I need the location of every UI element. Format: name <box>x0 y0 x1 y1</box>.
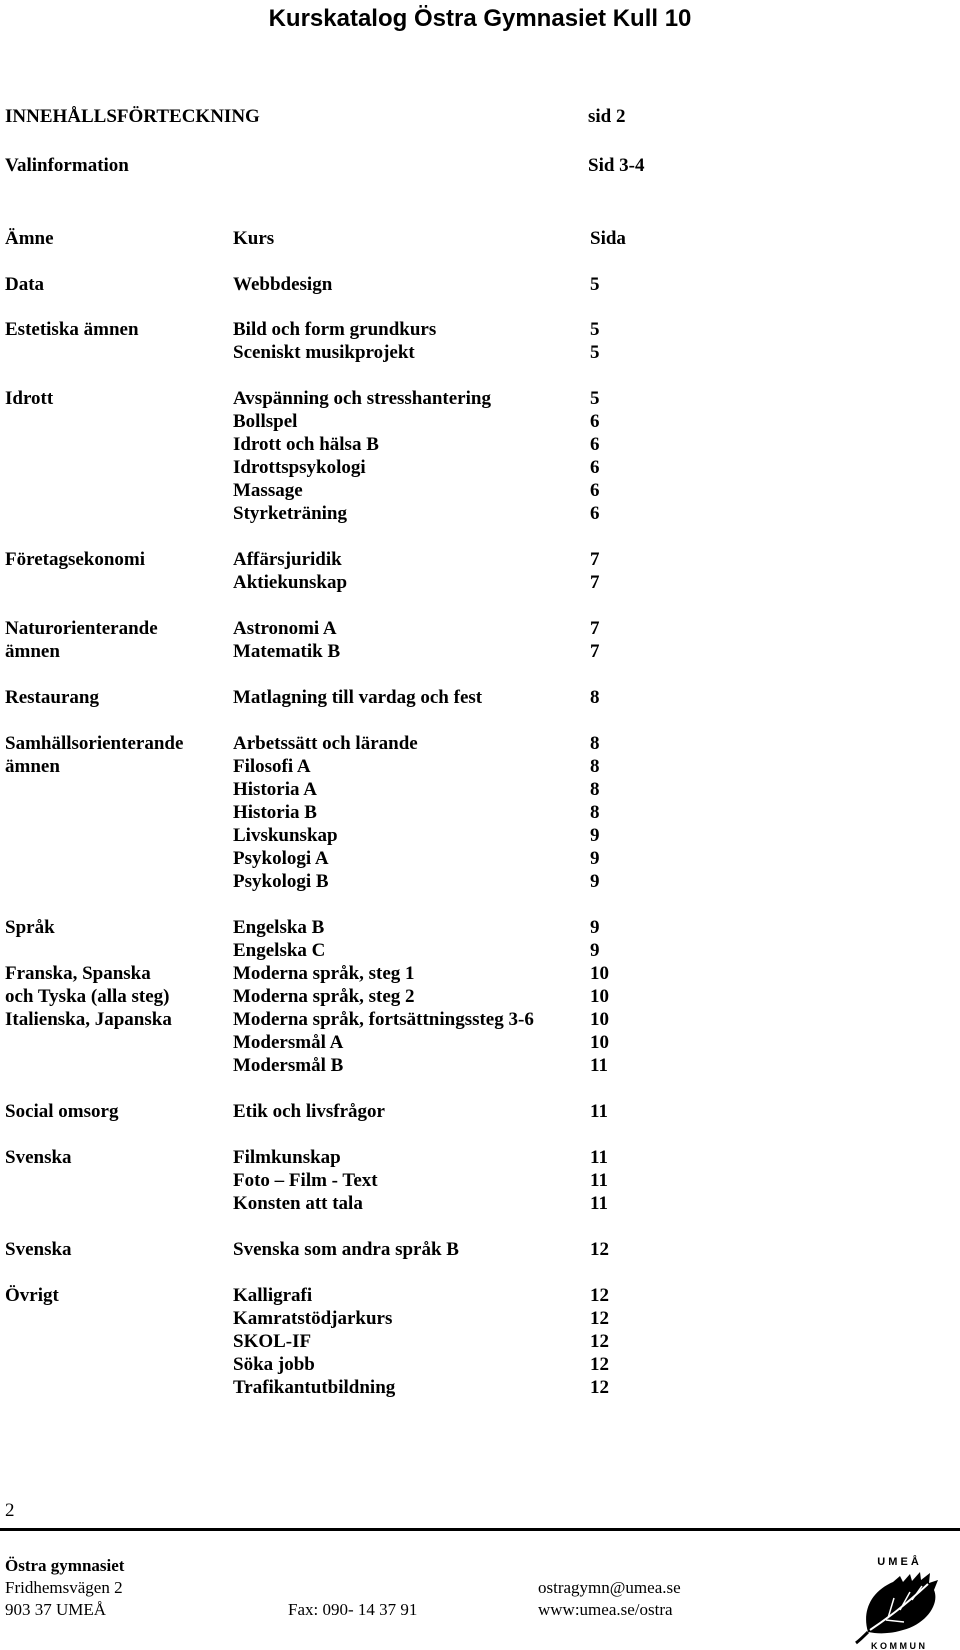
page-cell: 12 <box>590 1354 609 1375</box>
page-cell: 9 <box>590 940 600 961</box>
table-row <box>0 1353 960 1377</box>
footer-street-address: Fridhemsvägen 2 <box>5 1578 123 1597</box>
page-cell: 10 <box>590 986 609 1007</box>
subject-cell: Social omsorg <box>5 1101 119 1122</box>
footer-divider <box>0 1528 960 1531</box>
table-row <box>0 502 960 526</box>
table-row <box>0 1284 960 1308</box>
page-cell: 10 <box>590 963 609 984</box>
course-cell: Idrottspsykologi <box>233 457 366 478</box>
page-cell: 7 <box>590 572 600 593</box>
table-row <box>0 916 960 940</box>
course-cell: Engelska B <box>233 917 325 938</box>
subject-cell: Språk <box>5 917 55 938</box>
footer-website: www:umea.se/ostra <box>538 1600 673 1619</box>
page-cell: 12 <box>590 1308 609 1329</box>
course-cell: Psykologi B <box>233 871 329 892</box>
course-cell: Avspänning och stresshantering <box>233 388 491 409</box>
course-cell: Foto – Film - Text <box>233 1170 378 1191</box>
page-cell: 12 <box>590 1239 609 1260</box>
course-cell: Historia B <box>233 802 317 823</box>
page-cell: 9 <box>590 917 600 938</box>
course-cell: Moderna språk, steg 2 <box>233 986 415 1007</box>
course-cell: Engelska C <box>233 940 326 961</box>
subject-cell: ämnen <box>5 756 60 777</box>
course-cell: Trafikantutbildning <box>233 1377 396 1398</box>
course-cell: Arbetssätt och lärande <box>233 733 418 754</box>
course-cell: Konsten att tala <box>233 1193 363 1214</box>
course-header: Kurs <box>233 228 275 249</box>
subject-cell: och Tyska (alla steg) <box>5 986 170 1007</box>
birch-leaf-icon <box>856 1572 938 1643</box>
table-row <box>0 318 960 342</box>
table-row <box>0 686 960 710</box>
table-row <box>0 479 960 503</box>
subject-header: Ämne <box>5 228 54 249</box>
subject-cell: Restaurang <box>5 687 99 708</box>
table-row <box>0 1008 960 1032</box>
toc-label: INNEHÅLLSFÖRTECKNING <box>5 106 260 127</box>
course-cell: Livskunskap <box>233 825 338 846</box>
page-cell: 12 <box>590 1285 609 1306</box>
subject-cell: ämnen <box>5 641 60 662</box>
table-row <box>0 1307 960 1331</box>
course-cell: Idrott och hälsa B <box>233 434 379 455</box>
toc-row <box>0 105 960 129</box>
footer-fax: Fax: 090- 14 37 91 <box>288 1600 418 1619</box>
page-cell: 7 <box>590 618 600 639</box>
page-cell: 6 <box>590 480 600 501</box>
table-row <box>0 962 960 986</box>
page-cell: 10 <box>590 1009 609 1030</box>
subject-cell: Franska, Spanska <box>5 963 151 984</box>
table-row <box>0 755 960 779</box>
page-cell: 8 <box>590 733 600 754</box>
page-cell: 6 <box>590 503 600 524</box>
column-headers <box>0 227 960 251</box>
course-cell: Modersmål B <box>233 1055 344 1076</box>
table-row <box>0 387 960 411</box>
footer-email: ostragymn@umea.se <box>538 1578 681 1597</box>
table-row <box>0 1192 960 1216</box>
course-cell: Etik och livsfrågor <box>233 1101 385 1122</box>
page-cell: 5 <box>590 319 600 340</box>
table-row <box>0 847 960 871</box>
toc-row <box>0 154 960 178</box>
page-cell: 11 <box>590 1193 608 1214</box>
table-row <box>0 939 960 963</box>
table-row <box>0 433 960 457</box>
subject-cell: Övrigt <box>5 1285 59 1306</box>
subject-cell: Naturorienterande <box>5 618 158 639</box>
subject-cell: Data <box>5 274 45 295</box>
footer-school-name: Östra gymnasiet <box>5 1556 125 1575</box>
page-header: Sida <box>590 228 626 249</box>
logo-bottom-text: K O M M U N <box>871 1641 925 1650</box>
table-row <box>0 456 960 480</box>
page-cell: 5 <box>590 342 600 363</box>
subject-cell: Italienska, Japanska <box>5 1009 172 1030</box>
course-cell: Kalligrafi <box>233 1285 313 1306</box>
page-title: Kurskatalog Östra Gymnasiet Kull 10 <box>268 5 692 32</box>
course-cell: Matlagning till vardag och fest <box>233 687 483 708</box>
subject-cell: Svenska <box>5 1239 72 1260</box>
page-cell: 9 <box>590 871 600 892</box>
table-row <box>0 410 960 434</box>
table-row <box>0 1054 960 1078</box>
page-cell: 6 <box>590 434 600 455</box>
page-cell: 7 <box>590 641 600 662</box>
toc-page: sid 2 <box>588 106 626 127</box>
course-cell: Astronomi A <box>233 618 337 639</box>
course-cell: Filmkunskap <box>233 1147 341 1168</box>
toc-label: Valinformation <box>5 155 129 176</box>
course-cell: Aktiekunskap <box>233 572 348 593</box>
table-row <box>0 571 960 595</box>
subject-cell: Företagsekonomi <box>5 549 146 570</box>
page-cell: 6 <box>590 411 600 432</box>
page-cell: 10 <box>590 1032 609 1053</box>
table-row <box>0 778 960 802</box>
table-row <box>0 1100 960 1124</box>
table-row <box>0 870 960 894</box>
page-cell: 7 <box>590 549 600 570</box>
course-cell: Modersmål A <box>233 1032 344 1053</box>
course-cell: Söka jobb <box>233 1354 315 1375</box>
table-row <box>0 732 960 756</box>
course-cell: SKOL-IF <box>233 1331 312 1352</box>
page-cell: 8 <box>590 756 600 777</box>
page-cell: 9 <box>590 825 600 846</box>
course-cell: Webbdesign <box>233 274 333 295</box>
course-cell: Historia A <box>233 779 317 800</box>
table-row <box>0 617 960 641</box>
table-row <box>0 1031 960 1055</box>
page-cell: 12 <box>590 1377 609 1398</box>
table-row <box>0 1169 960 1193</box>
table-row <box>0 1376 960 1400</box>
page-cell: 5 <box>590 274 600 295</box>
page-cell: 8 <box>590 779 600 800</box>
course-cell: Matematik B <box>233 641 341 662</box>
subject-cell: Idrott <box>5 388 54 409</box>
page-cell: 9 <box>590 848 600 869</box>
table-row <box>0 985 960 1009</box>
table-row <box>0 1146 960 1170</box>
umea-kommun-logo <box>848 1552 948 1650</box>
page-cell: 11 <box>590 1055 608 1076</box>
page-cell: 8 <box>590 802 600 823</box>
page-cell: 11 <box>590 1101 608 1122</box>
page-cell: 11 <box>590 1147 608 1168</box>
course-cell: Psykologi A <box>233 848 329 869</box>
subject-cell: Estetiska ämnen <box>5 319 139 340</box>
course-cell: Svenska som andra språk B <box>233 1239 459 1260</box>
course-cell: Moderna språk, steg 1 <box>233 963 415 984</box>
toc-page: Sid 3-4 <box>588 155 645 176</box>
course-cell: Filosofi A <box>233 756 311 777</box>
page-number: 2 <box>5 1500 15 1521</box>
table-row <box>0 1330 960 1354</box>
course-cell: Moderna språk, fortsättningssteg 3-6 <box>233 1009 534 1030</box>
course-cell: Bild och form grundkurs <box>233 319 437 340</box>
table-row <box>0 341 960 365</box>
course-cell: Massage <box>233 480 303 501</box>
page-cell: 5 <box>590 388 600 409</box>
course-cell: Sceniskt musikprojekt <box>233 342 415 363</box>
footer-postal-address: 903 37 UMEÅ <box>5 1600 107 1619</box>
page-cell: 6 <box>590 457 600 478</box>
subject-cell: Samhällsorienterande <box>5 733 184 754</box>
table-row <box>0 548 960 572</box>
page-cell: 12 <box>590 1331 609 1352</box>
table-row <box>0 824 960 848</box>
table-row <box>0 640 960 664</box>
course-cell: Styrketräning <box>233 503 347 524</box>
page-cell: 11 <box>590 1170 608 1191</box>
course-cell: Affärsjuridik <box>233 549 342 570</box>
table-row <box>0 1238 960 1262</box>
subject-cell: Svenska <box>5 1147 72 1168</box>
table-row <box>0 801 960 825</box>
logo-top-text: U M E Å <box>877 1556 919 1568</box>
page-cell: 8 <box>590 687 600 708</box>
course-cell: Bollspel <box>233 411 298 432</box>
course-cell: Kamratstödjarkurs <box>233 1308 393 1329</box>
table-row <box>0 273 960 297</box>
